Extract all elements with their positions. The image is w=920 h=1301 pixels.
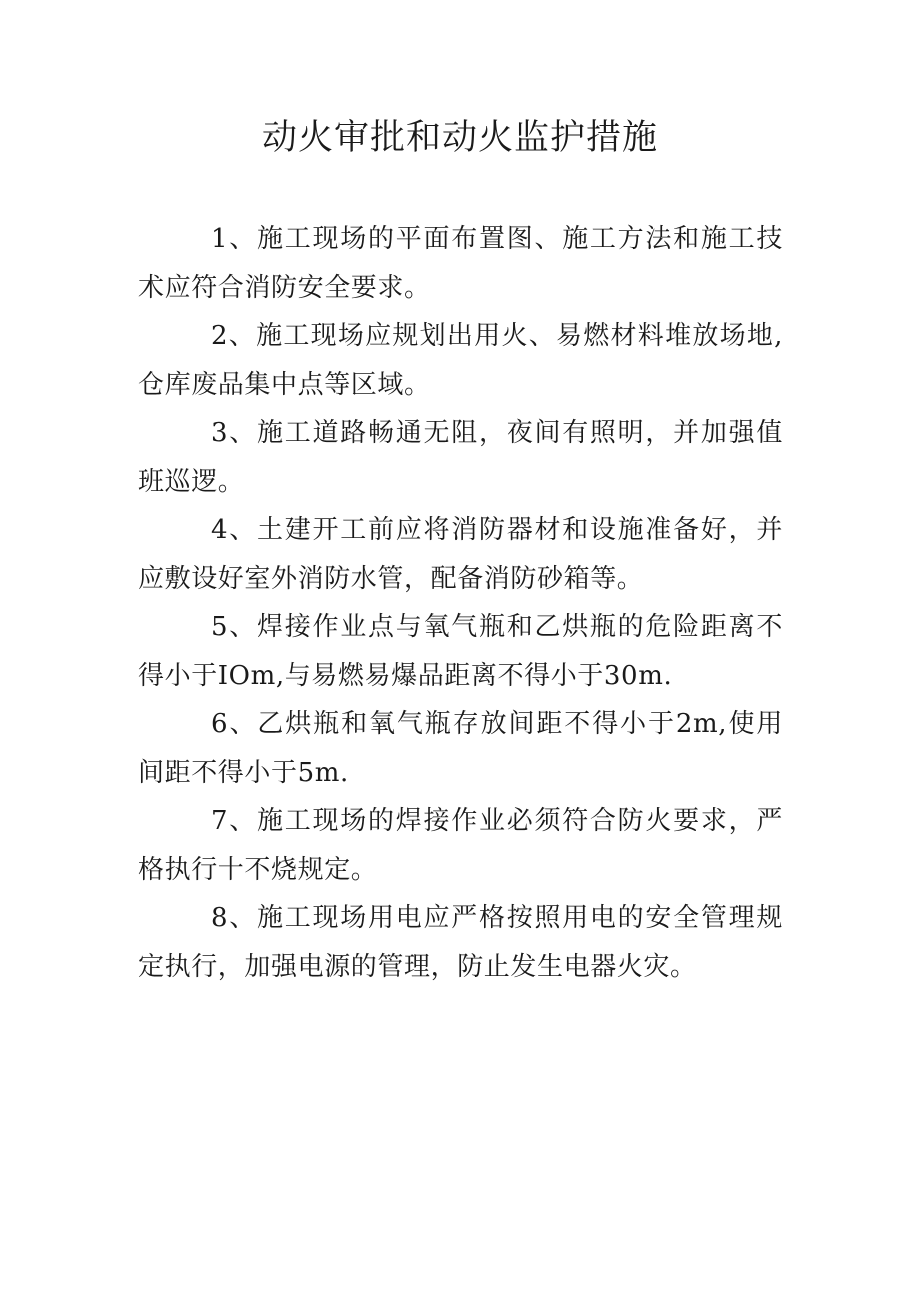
document-body bbox=[138, 215, 783, 991]
list-item-3: 3、施工道路畅通无阻，夜间有照明，并加强值班巡逻。 bbox=[138, 418, 783, 497]
list-item-2: 2、施工现场应规划出用火、易燃材料堆放场地,仓库废品集中点等区域。 bbox=[138, 321, 783, 400]
list-item-4: 4、土建开工前应将消防器材和设施准备好，并应敷设好室外消防水管，配备消防砂箱等。 bbox=[138, 515, 783, 594]
list-item-1: 1、施工现场的平面布置图、施工方法和施工技术应符合消防安全要求。 bbox=[138, 224, 783, 303]
list-item-7: 7、施工现场的焊接作业必须符合防火要求，严格执行十不烧规定。 bbox=[138, 806, 783, 885]
document-title: 动火审批和动火监护措施 bbox=[261, 118, 658, 158]
list-item-5: 5、焊接作业点与氧气瓶和乙烘瓶的危险距离不得小于IOm,与易燃易爆品距离不得小于30m. bbox=[138, 612, 783, 691]
list-item-6: 6、乙烘瓶和氧气瓶存放间距不得小于2m,使用间距不得小于5m. bbox=[138, 709, 783, 788]
list-item-8: 8、施工现场用电应严格按照用电的安全管理规定执行，加强电源的管理，防止发生电器火灾。 bbox=[138, 903, 783, 982]
